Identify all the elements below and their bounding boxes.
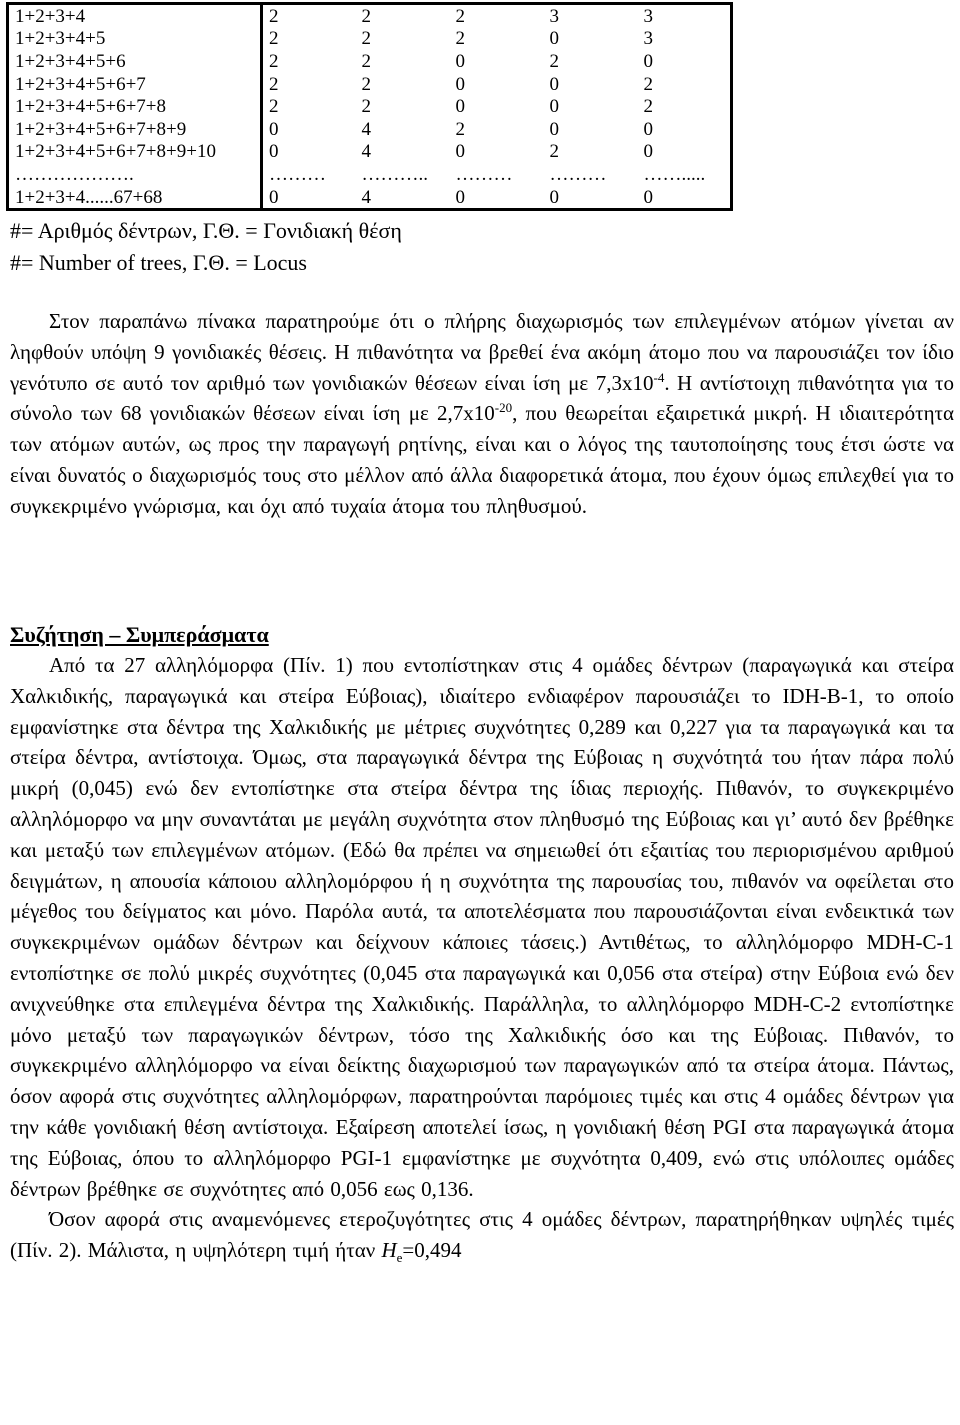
table-row: [8, 4, 732, 28]
table-cell-value: 2: [269, 28, 279, 50]
table-cell-value: 2: [455, 28, 465, 50]
paragraph-probability: [10, 306, 954, 522]
table-row: [8, 163, 732, 186]
paragraph-discussion: [10, 650, 954, 1266]
table-cell-value: ………: [455, 163, 513, 185]
table-row: [8, 186, 732, 210]
table-cell-value: 2: [361, 28, 371, 50]
legend-greek: #= Αριθμός δέντρων, Γ.Θ. = Γονιδιακή θέση: [10, 218, 402, 243]
table-cell-value: 0: [455, 96, 465, 118]
table-cell-value: 2: [361, 5, 371, 27]
table-cell-value: 0: [643, 118, 653, 140]
table-cell-value: 0: [549, 186, 559, 208]
table-cell-value: …….....: [643, 163, 706, 185]
table-cell-combination: 1+2+3+4+5+6+7+8: [8, 95, 262, 118]
table-cell-value: 3: [643, 5, 653, 27]
table-cell-value: ………: [549, 163, 607, 185]
table-cell-value: 2: [361, 50, 371, 72]
loci-combination-table: [6, 2, 733, 211]
table-cell-combination: 1+2+3+4+5+6+7+8+9: [8, 118, 262, 141]
heterozygosity-symbol: H: [381, 1238, 397, 1263]
table-cell-value: 2: [643, 96, 653, 118]
table-cell-value: 0: [269, 141, 279, 163]
table-cell-value: 3: [549, 5, 559, 27]
table-cell-value: 2: [269, 50, 279, 72]
table-cell-value: 0: [269, 118, 279, 140]
table-cell-combination: 1+2+3+4+5+6: [8, 50, 262, 73]
superscript-exponent: -20: [494, 400, 513, 416]
paragraph-text: =0,494: [402, 1238, 462, 1263]
table-cell-value: 0: [549, 28, 559, 50]
table-cell-value: 2: [361, 73, 371, 95]
table-row: [8, 141, 732, 164]
table-cell-value: 2: [455, 5, 465, 27]
paragraph-text: Από τα 27 αλληλόμορφα (Πίν. 1) που εντοπίστηκαν στις 4 ομάδες δέντρων (παραγωγικά και στείρα Χαλκιδικής, παραγωγικά και στείρα Εύβοιας), ιδιαίτερο ενδιαφέρον παρουσιάζει το IDH-B-1, το οποίο εμφανίστηκε στα δέντρα της Χαλκιδικής με μέτριες συχνότητες 0,289 και 0,227 για τα παραγωγικά και τα στείρα δέντρα, αντίστοιχα. Όμως, στα παραγωγικά δέντρα της Εύβοιας η συχνότητά του ήταν πάρα πολύ μικρή (0,045) ενώ δεν εντοπίστηκε στα στείρα δέντρα της ίδιας περιοχής. Πιθανόν, το συγκεκριμένο αλληλόμορφο να μην συναντάται με μεγάλη συχνότητα στον πληθυσμό της Εύβοιας και γι’ αυτό δεν βρέθηκε και μεταξύ των επιλεγμένων ατόμων. (Εδώ θα πρέπει να σημειωθεί ότι εξαιτίας του περιορισμένου αριθμού δειγμάτων, η απουσία κάποιου αλληλομόρφου ή η συχνότητα της παρουσίας του, πιθανόν να οφείλεται στο μέγεθος του δείγματος και μόνο. Παρόλα αυτά, τα αποτελέσματα που παρουσιάζονται είναι ενδεικτικά των συγκεκριμένων ομάδων δέντρων και δείχνουν κάποιες τάσεις.) Αντιθέτως, το αλληλόμορφο MDH-C-1 εντοπίστηκε σε πολύ μικρές συχνότητες (0,045 στα παραγωγικά και 0,056 στα στείρα) στην Εύβοια ενώ δεν ανιχνεύθηκε στα επιλεγμένα δέντρα της Χαλκιδικής. Παράλληλα, το αλληλόμορφο MDH-C-2 εντοπίστηκε μόνο μεταξύ των παραγωγικών δέντρων, τόσο της Χαλκιδικής όσο και της Εύβοιας. Πιθανόν, το συγκεκριμένο αλληλόμορφο να είναι δείκτης διαχωρισμού των παραγωγικών από τα στείρα άτομα. Πάντως, όσον αφορά στις συχνότητες αλληλομόρφων, παρατηρούνται παρόμοιες τιμές και στις 4 ομάδες δέντρων για την κάθε γονιδιακή θέση αντίστοιχα. Εξαίρεση αποτελεί ίσως, η γονιδιακή θέση PGI στα παραγωγικά άτομα της Εύβοιας, όπου το αλληλόμορφο PGI-1 εμφανίστηκε με συχνότητα 0,409, ενώ στις υπόλοιπες ομάδες δέντρων βρέθηκε σε συχνότητες από 0,056 εως 0,136.: [10, 653, 954, 1201]
table-cell-value: 0: [549, 118, 559, 140]
table-cell-value: 0: [455, 141, 465, 163]
table-cell-combination: ……………….: [8, 163, 262, 186]
table-cell-combination: 1+2+3+4+5+6+7: [8, 73, 262, 96]
table-row: [8, 28, 732, 51]
legend-english: #= Number of trees, Γ.Θ. = Locus: [10, 250, 307, 275]
table-cell-value: 0: [549, 96, 559, 118]
table-cell-combination: 1+2+3+4+5: [8, 28, 262, 51]
table-cell-value: 2: [549, 50, 559, 72]
table-cell-value: 0: [643, 141, 653, 163]
table-cell-combination: 1+2+3+4+5+6+7+8+9+10: [8, 141, 262, 164]
table-cell-combination: 1+2+3+4: [8, 4, 262, 28]
table-cell-value: 0: [455, 186, 465, 208]
table-cell-value: 2: [549, 141, 559, 163]
table-row: [8, 50, 732, 73]
table-cell-value: 4: [361, 186, 371, 208]
paragraph-text: Στον παραπάνω πίνακα παρατηρούμε ότι ο πλήρης διαχωρισμός των επιλεγμένων ατόμων γίνεται αν ληφθούν υπόψη 9 γονιδιακές θέσεις. Η πιθανότητα να βρεθεί ένα ακόμη άτομο που να παρουσιάζει τον ίδιο γενότυπο σε αυτό τον αριθμό των γονιδιακών θέσεων είναι ίση με 7,3x10: [10, 309, 954, 395]
table-cell-value: 0: [269, 186, 279, 208]
table-row: [8, 95, 732, 118]
table-cell-value: 2: [455, 118, 465, 140]
table-cell-value: 2: [269, 5, 279, 27]
paragraph-text: . Η αντίστοιχη πιθανότητα για το σύνολο των 68 γονιδιακών θέσεων είναι ίση με 2,7x10: [10, 370, 954, 426]
heterozygosity-subscript: e: [396, 1250, 403, 1266]
table-row: [8, 118, 732, 141]
table-cell-value: 0: [643, 186, 653, 208]
table-body: [8, 4, 732, 210]
table-cell-value: 2: [643, 73, 653, 95]
table-cell-value: 2: [269, 96, 279, 118]
table-cell-value: 4: [361, 141, 371, 163]
loci-table-container: [6, 2, 732, 211]
paragraph-text: Όσον αφορά στις αναμενόμενες ετεροζυγότητες στις 4 ομάδες δέντρων, παρατηρήθηκαν υψηλές τιμές (Πίν. 2). Μάλιστα, η υψηλότερη τιμή ήταν: [10, 1207, 954, 1263]
table-cell-value: 0: [455, 73, 465, 95]
table-cell-value: ………: [269, 163, 326, 185]
table-cell-value: 2: [269, 73, 279, 95]
paragraph-text: , που θεωρείται εξαιρετικά μικρή. Η ιδιαιτερότητα των ατόμων αυτών, ως προς την παραγωγή ρητίνης, είναι και ο λόγος της ταυτοποίησης τους έτσι ώστε να είναι δυνατός ο διαχωρισμός τους στο μέλλον από άλλα διαφορετικά άτομα, που έχουν όμως επιλεχθεί για το συγκεκριμένο γνώρισμα, και όχι από τυχαία άτομα του πληθυσμού.: [10, 401, 954, 518]
table-cell-value: 0: [549, 73, 559, 95]
table-cell-value: 0: [643, 50, 653, 72]
table-cell-combination: 1+2+3+4......67+68: [8, 186, 262, 210]
table-cell-value: 0: [455, 50, 465, 72]
section-heading: Συζήτηση – Συμπεράσματα: [10, 622, 269, 647]
table-cell-value: ………..: [361, 163, 428, 185]
table-cell-value: 2: [361, 96, 371, 118]
table-row: [8, 73, 732, 96]
superscript-exponent: -4: [653, 369, 665, 385]
table-cell-value: 3: [643, 28, 653, 50]
table-cell-value: 4: [361, 118, 371, 140]
